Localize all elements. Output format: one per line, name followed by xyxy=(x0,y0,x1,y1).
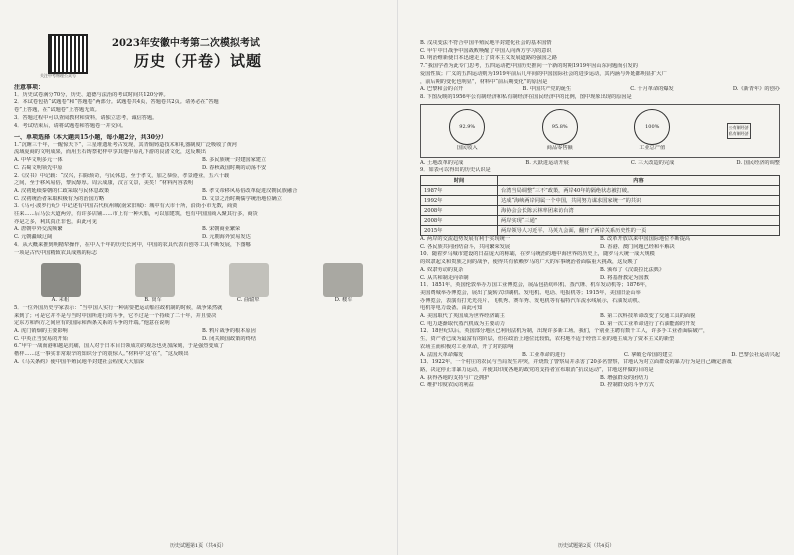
option-c: C. 维护印度农民的利益 xyxy=(420,382,474,389)
table-cell: 两岸实现“三通” xyxy=(498,216,780,226)
option-b: B. 宋朝商业繁荣 xyxy=(202,226,241,233)
option-b: B. 增强群众的团结力 xyxy=(600,374,649,381)
option-d: D.《新青年》的创办 xyxy=(732,86,780,93)
option-a: A. 两岸的交流趋势发展有利于实现统一 xyxy=(420,236,511,243)
question-4: 4．从大概来推到明精犁操作，在中人千年的历史长河中，中国的农具代表百创等工具不断发展，下图哪 xyxy=(14,241,251,248)
question-1-cont: 流域夏商的文明成果，而用玉石铸祭祀样中享其他中原礼下游的良渚文化，这反映出 xyxy=(14,149,206,156)
question-2-cont: 之间，至于移风易俗，黎民醇厚。周云成康，汉言文景，美矣！”材料内容表明 xyxy=(14,180,194,187)
farm-tools-images xyxy=(14,257,390,297)
option-b: B. 第二次科技革命改变了交通工具的面貌 xyxy=(600,313,696,320)
question-10-options xyxy=(420,267,780,275)
question-1-options xyxy=(14,157,390,165)
question-12-options xyxy=(420,352,780,360)
table-row xyxy=(421,186,780,196)
question-3-options xyxy=(14,234,390,242)
notice-item: 2．本试卷包括“试题卷”和“答题卷”两部分。试题卷共4页，答题卷共2页。请务必在“答题 xyxy=(14,99,219,106)
question-11-options xyxy=(420,321,780,329)
table-cell: 1992年 xyxy=(421,196,498,206)
option-d: D. 香港、澳门问题已经和平解决 xyxy=(600,243,675,250)
pie-label: 工业总产值 xyxy=(639,144,666,151)
question-11-cont: 电机等电力设备。由此可知 xyxy=(420,305,483,312)
option-b: B. 工业革命的进行 xyxy=(521,351,566,358)
question-7-options xyxy=(420,86,780,94)
qr-caption: 关注中考物理公众号 xyxy=(40,73,76,78)
question-1-options xyxy=(14,165,390,173)
option-b: B. 多民族统一封建国家建立 xyxy=(202,157,267,164)
option-d: D. 国民经济的调整 xyxy=(736,159,780,166)
table-header: 时间 xyxy=(421,176,498,186)
question-5-options xyxy=(14,328,390,336)
page-footer: 历史试题第1页（共4页） xyxy=(170,543,227,549)
question-3-options xyxy=(14,226,390,234)
question-5-cont: 来到了；可是它并不是与当时中国所进行的斗争，它不过是一个持续了二十年，并且要决 xyxy=(14,312,217,319)
pie-value: 95.8% xyxy=(542,109,578,145)
pie-charts xyxy=(420,104,780,158)
option-a: A. 美国取代了英国成为世界经济霸主 xyxy=(420,313,505,320)
question-13-options xyxy=(420,382,780,390)
table-cell: 1987年 xyxy=(421,186,498,196)
option-b: B. 中国共产党的诞生 xyxy=(522,86,572,93)
table-cell: 2008年 xyxy=(421,216,498,226)
option-b: B. 大跃进运动开展 xyxy=(525,159,569,166)
option-b: B. 孝文帝移风易俗改革促进汉朝民族融合 xyxy=(202,187,298,194)
notice-title: 注意事项： xyxy=(14,84,45,91)
legend-item: 私有制经济 xyxy=(728,130,749,136)
exam-title: 2023年安徽中考第二次模拟考试 xyxy=(112,38,260,49)
question-11: 11．1851年，英国伦敦举办万国工业博览会，展品包括纺织机、蒸汽锤、机车发动机等；1876年， xyxy=(420,282,651,289)
option-a: A. 耒耜 xyxy=(51,297,70,304)
legend-item: 公有制经济 xyxy=(728,124,749,130)
option-a: A. 奴隶劳动的复杂 xyxy=(420,266,464,273)
question-3: 3.《马可·波罗行纪》中记述有中国古代杭州城(南宋旧城)：城中有大市十所，沿街小市无数，商贾 xyxy=(14,203,238,210)
option-d: D. 耧车 xyxy=(334,297,353,304)
option-c: C. 十月革命的爆发 xyxy=(630,86,674,93)
table-cell: 海协会会长陈云林率团来访台湾 xyxy=(498,206,780,216)
notice-block xyxy=(14,84,390,130)
question-5: 5．一位外国历史学家表示：“当中国人实行一种需要把运动船往政机制的时候，战争果然就 xyxy=(14,304,223,311)
question-13: 13．1922年，一个村庄的农民与当局发生冲突，并烧毁了警察局并杀害了20多名警察，甘地认为对立面群众的暴力行为是自己确定游戏 xyxy=(420,359,732,366)
pie-value: 100% xyxy=(634,109,670,145)
option-c: C. 甲午中日战争中国战败唤醒了中国人向西方学习的意识 xyxy=(420,47,552,54)
notice-item: 卷”上答题，在“试题卷”上答题无效。 xyxy=(14,107,100,114)
option-a: A. 获得各地的支持与广泛拥护 xyxy=(420,374,490,381)
seeder-icon xyxy=(323,263,363,297)
option-a: A. 虎门销烟的主要影响 xyxy=(14,328,68,335)
option-d: D. 文景之治时期儒学统治地位确立 xyxy=(202,195,282,202)
option-d: D. 巴黎公社运动兴起 xyxy=(731,351,780,358)
question-9: 9．如表可以得出的历史认识是 xyxy=(420,167,491,174)
option-a: A. 法国大革命爆发 xyxy=(420,351,464,358)
option-b: B. 鸦片战争的根本原因 xyxy=(202,328,256,335)
pie-value: 92.9% xyxy=(449,109,485,145)
option-b: B. 戊戌变法不符合中国半殖民地半封建化社会的基本国情 xyxy=(420,40,552,46)
question-9-options xyxy=(420,236,780,244)
option-b: B. 筒车 xyxy=(144,297,162,304)
table-cell: 两岸领导人习近平、马英九会面，翻开了两岸关系历史性的一页 xyxy=(498,226,780,236)
table-row xyxy=(421,226,780,236)
question-13-options xyxy=(420,375,780,383)
question-10-options xyxy=(420,275,780,283)
questions-left xyxy=(14,134,390,367)
table-cell: 2008年 xyxy=(421,206,498,216)
table-row xyxy=(421,216,780,226)
pie-legend xyxy=(727,123,751,139)
pie-label: 国民收入 xyxy=(456,144,478,151)
option-c: C. 三大改造的完成 xyxy=(630,159,675,166)
notice-item: 1．历史试卷满分70分，历史、道德与法治的考试时间共120分钟。 xyxy=(14,91,169,98)
question-12-cont: 生，资产者已成为最富有的阶层，但在政治上地位比较低，农村地不适于经营工业的地主成为了资本主义的新型 xyxy=(420,336,675,343)
qr-code-icon xyxy=(48,34,88,74)
question-5-options xyxy=(14,336,390,344)
table-cell: 2015年 xyxy=(421,226,498,236)
notice-item: 4．考试结束后，请将试题卷和答题卷一并交回。 xyxy=(14,122,127,129)
option-a: A.《马关条约》使中国半殖民地半封建社会程度大大加深 xyxy=(14,358,144,365)
question-4-cont: 一项是古代中国精致农具成熟的标志 xyxy=(14,249,98,256)
option-c: C. 古蜀文明领先中原 xyxy=(14,164,63,171)
option-b: B. 改革开放以来中国国际地位不断提高 xyxy=(600,236,691,243)
option-a: A. 中华文明多元一体 xyxy=(14,157,63,164)
question-6-cont: 楷样……这一事实非常艰辛的知识分子的震惊人。”材料中‘这’在”，“这反映出 xyxy=(14,351,189,358)
question-7-cont: ，前后期的变化也明显”，材料中“前后期变化”的原因是 xyxy=(420,78,548,85)
question-6: 6.“甲午一战而港和越是沉痛，国人对于日本目日领成功的观念也更加深刻，于是强烈变成了 xyxy=(14,343,224,350)
question-7-cont: 爱国性质；广义的五四运动则为1919年前后几年间的中国国际社会的进步运动，其内涵与外延都明显扩大广 xyxy=(420,70,667,77)
option-a: A. 汉初延续秦朝的仁政采取与民休息政策 xyxy=(14,187,110,194)
option-a: A. 巴黎和会的召开 xyxy=(420,86,464,93)
question-13-cont: 路，决定停止非暴力运动，并使其印度各地的政党的支持者宣布取消“抗议运动”，甘地这样做的目的是 xyxy=(420,366,654,373)
question-2-options xyxy=(14,188,390,196)
main-title: 历史（开卷）试题 xyxy=(134,52,263,70)
notice-item: 3．答题过程中可以查阅教材和资料，请独立思考，诚信答题。 xyxy=(14,114,158,121)
option-c: C. 曲辕犁 xyxy=(236,297,260,304)
pie-label: 商品零售额 xyxy=(546,144,573,151)
tongche-wheel-icon xyxy=(135,263,175,297)
option-c: C. 元朝疆域辽阔 xyxy=(14,234,53,241)
plough-icon xyxy=(229,263,269,297)
right-page xyxy=(397,0,794,555)
question-5-cont: 定东方和西方之间应有的国际和西条关系的斗争的开端。”他意在说明 xyxy=(14,320,170,327)
question-7: 7.“我国学者为此专门思考，五四运动把中国历史推向一个新的时期1919年因山东问题而引发的 xyxy=(420,63,638,70)
question-2-options xyxy=(14,196,390,204)
option-d: D. 控制群众的斗争方式 xyxy=(600,382,654,389)
option-d: D. 闭关锁国政策的终结 xyxy=(202,335,256,342)
pie-industry xyxy=(634,109,670,153)
option-b: B. 颁布了《汉谟拉比法典》 xyxy=(600,266,665,273)
table-cell: 达成“海峡两岸同属一个中国，共同努力谋求国家统一”的共识 xyxy=(498,196,780,206)
option-c: C. 从共和制走向帝制 xyxy=(420,274,469,281)
question-9-options xyxy=(420,244,780,252)
page-footer: 历史试题第2页（共4页） xyxy=(558,543,615,549)
pie-retail xyxy=(542,109,578,153)
table-cell: 台湾当局调整“三不”政策，两岸40年的隔绝状态被打破。 xyxy=(498,186,780,196)
option-c: C. 汉初统治者采取积极有为的治国方略 xyxy=(14,195,105,202)
question-11-cont: 美国费城举办博览会，展出了旋转式印刷机、发电机、电话、电报机等；1915年，美国旧金山举 xyxy=(420,289,641,296)
question-12: 12．18世纪以后，英国部分地区已利用法机为制，出现许多新工场。我们，个别业主聘有数千工人，许多手工业者面临破产， xyxy=(420,328,709,335)
option-d: D. 明治维新使日本迅速走上了资本主义发展道路的强国之路 xyxy=(420,55,557,62)
option-d: D. 春秋战国时期的动荡不安 xyxy=(202,164,267,171)
question-10-cont: 的奴隶起义和贵族之间的战争，使得共有依赖罗马的广大的军事统治者面临重大挑战，这反映了 xyxy=(420,259,638,266)
question-3-cont: 亦是之多，利其真正非也，由此可见 xyxy=(14,218,98,225)
option-d: D. 第一次工业革命进行了石油能源的开发 xyxy=(600,320,696,327)
question-2: 2.《汉书》中记载：“汉兴，扫除烦苛，与民休息，至于孝文，加之恭俭，孝景遵业，五六十载 xyxy=(14,172,230,179)
option-c: C. 中英正当贸易的开始 xyxy=(14,335,68,342)
option-d: D. 将基督教定为国教 xyxy=(600,274,649,281)
table-row xyxy=(421,206,780,216)
option-a: A. 唐朝中外交流频繁 xyxy=(14,226,63,233)
question-3-cont: 往来……后马公大道两旁，有许多店铺……市上有一种大船，可以加建筑，也有中国国商入聚其行多，商货 xyxy=(14,211,258,218)
option-d: D. 元朝海外贸易发达 xyxy=(202,234,251,241)
option-c: C. 各民族共同团结奋斗，共同繁荣发展 xyxy=(420,243,511,250)
table-row xyxy=(421,196,780,206)
questions-right xyxy=(420,40,780,390)
leisi-tool-icon xyxy=(41,263,81,297)
section-heading: 一、单项选择（本大题共15小题，每小题2分，共30分） xyxy=(14,134,167,141)
pie-national-income xyxy=(449,109,485,153)
question-4-options xyxy=(14,297,390,305)
question-10: 10．随着罗马城市建设的日益庞大的称霸，在罗马统治的地中海世界的历史上，随罗马大统一成大规模 xyxy=(420,251,655,258)
question-11-cont: 办博览会，表演有打光光亮片、飞机秀、赛车秀、发电机等有福特汽车流水线展示，石油发动机、 xyxy=(420,297,644,304)
question-11-options xyxy=(420,313,780,321)
option-c: C. 拿破仑帝国的建立 xyxy=(624,351,673,358)
question-8: 8. 下图反映的1956年公有制经济和私有制经济在国民经济中的比例，图中现象出现的原因是 xyxy=(420,93,632,100)
question-8-options xyxy=(420,160,780,168)
question-1: 1.“沉睡三千年，一醒惊天下”，三星堆遗址考古发现，其青铜铸造技术和礼器制度广泛吸收了黄河 xyxy=(14,141,237,148)
question-12-cont: 农场主而积极对工业革命，开了对的影响 xyxy=(420,343,514,350)
history-table xyxy=(420,175,780,236)
option-a: A. 土地改革的完成 xyxy=(420,159,464,166)
option-c: C. 电力逐渐取代蒸汽机成为主要动力 xyxy=(420,320,505,327)
table-header: 内容 xyxy=(498,176,780,186)
